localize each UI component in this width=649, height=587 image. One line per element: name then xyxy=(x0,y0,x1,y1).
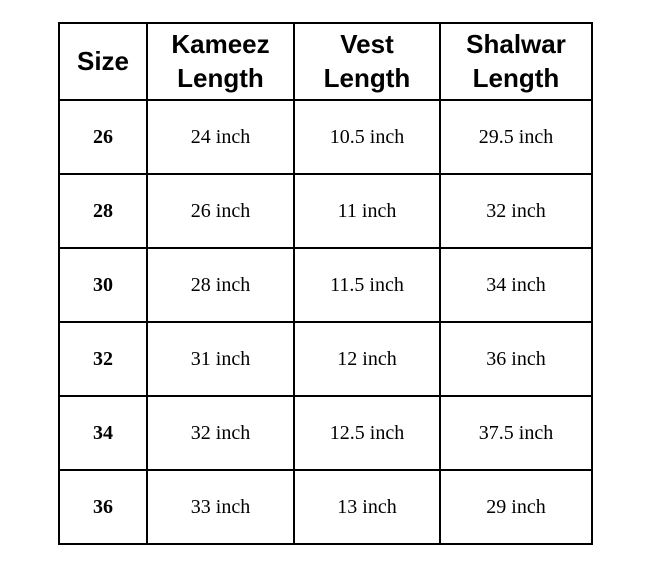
header-vest-length xyxy=(294,23,440,100)
table-row-size-26 xyxy=(59,100,592,174)
header-size-label: Size xyxy=(76,45,130,76)
kameez-length-cell: 26 inch xyxy=(147,174,294,248)
size-cell: 34 xyxy=(59,396,147,470)
kameez-length-cell: 32 inch xyxy=(147,396,294,470)
header-vest-line1: Vest xyxy=(340,28,394,59)
vest-length-cell: 13 inch xyxy=(294,470,440,544)
header-kameez-line2: Length xyxy=(177,62,264,93)
table-row-size-34 xyxy=(59,396,592,470)
shalwar-length-cell: 32 inch xyxy=(440,174,592,248)
kameez-length-cell: 24 inch xyxy=(147,100,294,174)
shalwar-length-cell: 37.5 inch xyxy=(440,396,592,470)
table-row-size-30 xyxy=(59,248,592,322)
size-chart-table xyxy=(58,22,593,545)
header-size xyxy=(59,23,147,100)
table-row-size-36 xyxy=(59,470,592,544)
header-shalwar-line2: Length xyxy=(472,62,560,93)
vest-length-cell: 10.5 inch xyxy=(294,100,440,174)
header-shalwar-line1: Shalwar xyxy=(466,28,566,59)
kameez-length-cell: 33 inch xyxy=(147,470,294,544)
vest-length-cell: 12.5 inch xyxy=(294,396,440,470)
vest-length-cell: 11.5 inch xyxy=(294,248,440,322)
header-shalwar-length xyxy=(440,23,592,100)
size-cell: 36 xyxy=(59,470,147,544)
shalwar-length-cell: 29.5 inch xyxy=(440,100,592,174)
size-cell: 30 xyxy=(59,248,147,322)
kameez-length-cell: 31 inch xyxy=(147,322,294,396)
header-kameez-line1: Kameez xyxy=(171,28,270,59)
header-kameez-length xyxy=(147,23,294,100)
shalwar-length-cell: 34 inch xyxy=(440,248,592,322)
size-cell: 32 xyxy=(59,322,147,396)
header-row xyxy=(59,23,592,100)
size-cell: 26 xyxy=(59,100,147,174)
size-cell: 28 xyxy=(59,174,147,248)
shalwar-length-cell: 36 inch xyxy=(440,322,592,396)
table-row-size-32 xyxy=(59,322,592,396)
vest-length-cell: 12 inch xyxy=(294,322,440,396)
shalwar-length-cell: 29 inch xyxy=(440,470,592,544)
table-row-size-28 xyxy=(59,174,592,248)
header-vest-line2: Length xyxy=(323,62,411,93)
kameez-length-cell: 28 inch xyxy=(147,248,294,322)
vest-length-cell: 11 inch xyxy=(294,174,440,248)
